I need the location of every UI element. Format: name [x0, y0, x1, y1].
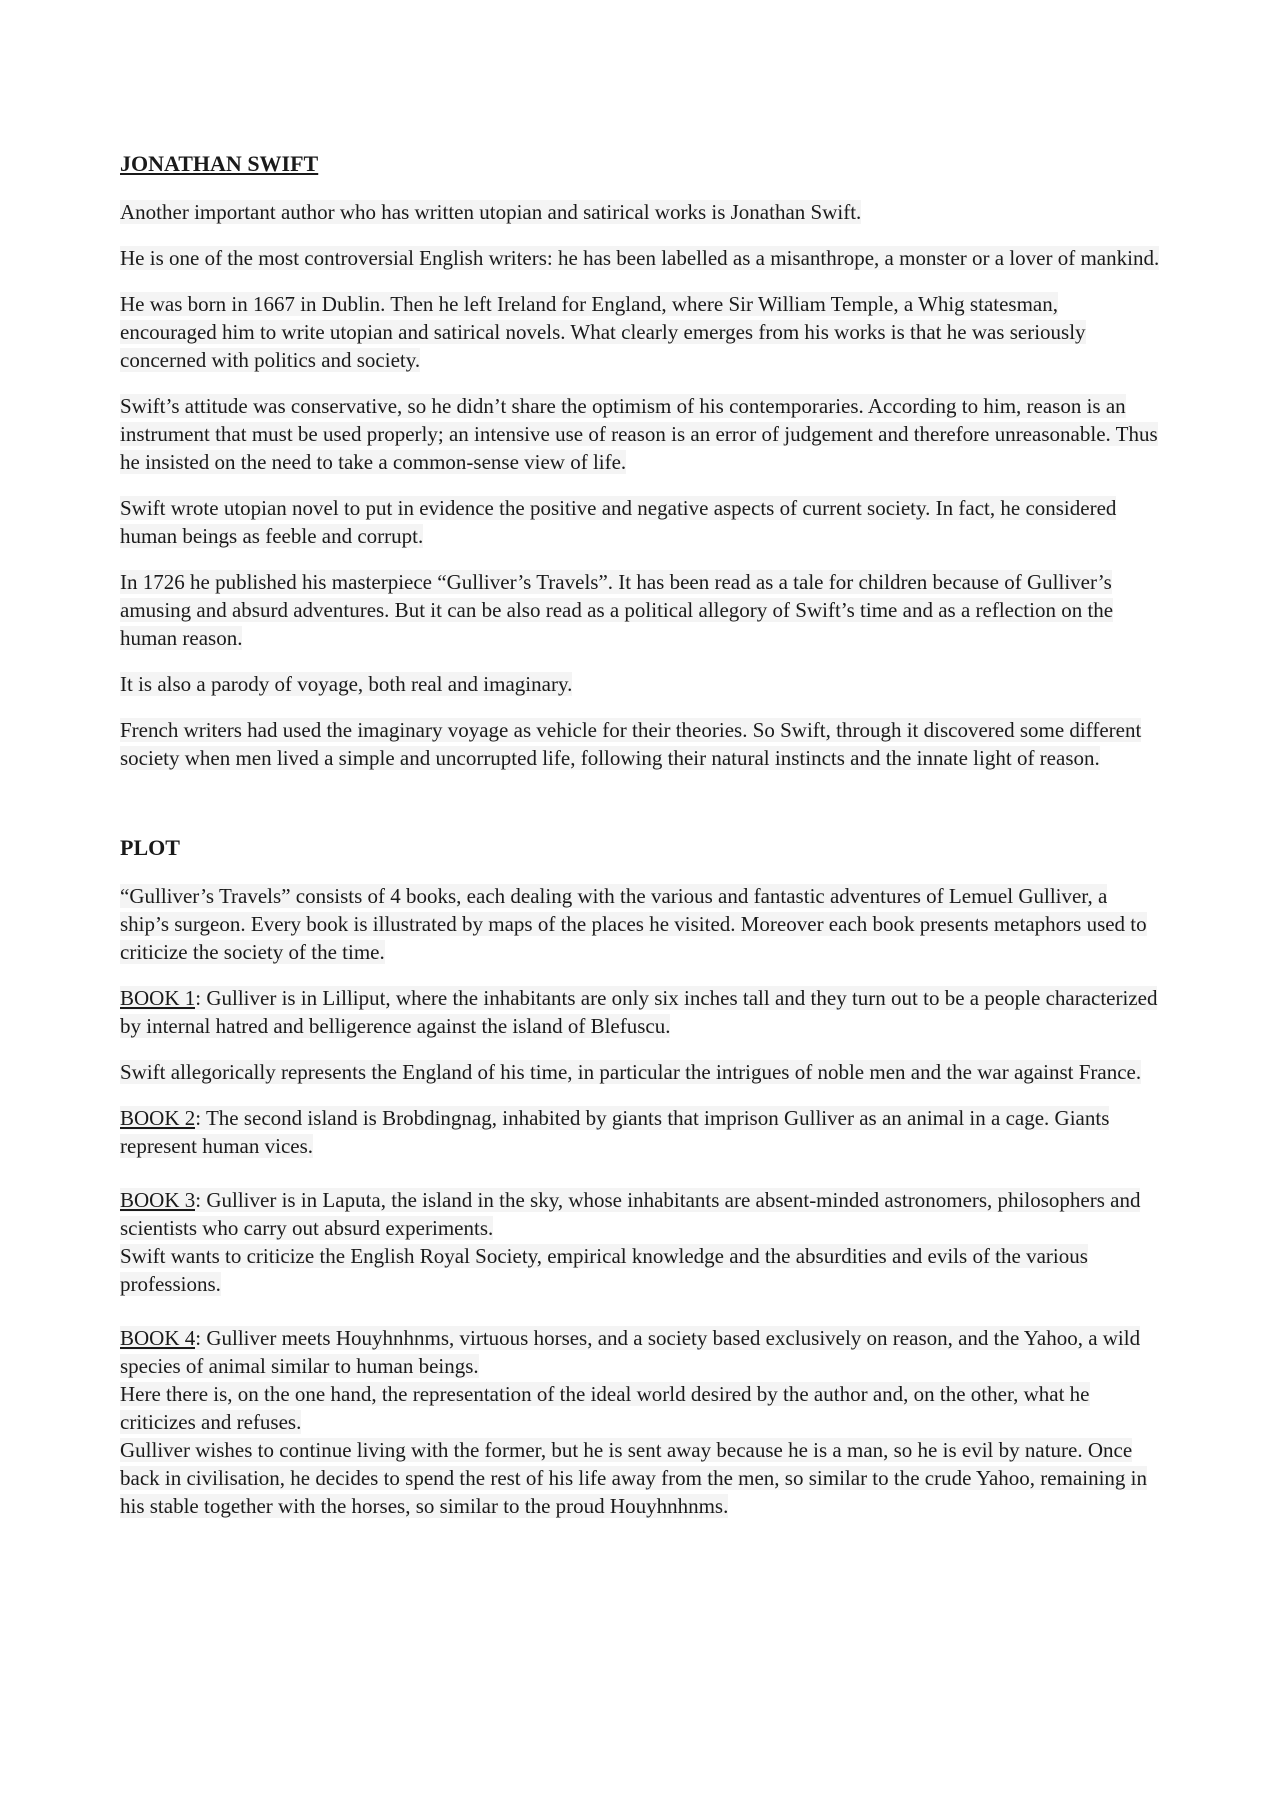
book-1-note: Swift allegorically represents the England of his time, in particular the intrigues of noble men and the war against France.: [120, 1060, 1142, 1084]
paragraph: He was born in 1667 in Dublin. Then he left Ireland for England, where Sir William Temple, a Whig statesman, encouraged him to write utopian and satirical novels. What clearly emerges from his works is that he was seriously concerned with politics and society.: [120, 292, 1086, 372]
paragraph: Swift wrote utopian novel to put in evidence the positive and negative aspects of current society. In fact, he considered human beings as feeble and corrupt.: [120, 496, 1117, 548]
paragraph: Another important author who has written utopian and satirical works is Jonathan Swift.: [120, 200, 862, 224]
book-3-label: BOOK 3: [120, 1188, 196, 1212]
book-4-note-2: Gulliver wishes to continue living with the former, but he is sent away because he is a man, so he is evil by nature. Once back in civilisation, he decides to spend the rest of his life away from the men, so similar to the crude Yahoo, remaining in his stable together with the horses, so similar to the proud Houyhnhnms.: [120, 1438, 1148, 1518]
book-4-label: BOOK 4: [120, 1326, 196, 1350]
document-body: [120, 150, 1160, 1520]
book-1-paragraph: BOOK 1: Gulliver is in Lilliput, where the inhabitants are only six inches tall and they turn out to be a people characterized by internal hatred and belligerence against the island of Blefuscu.: [120, 986, 1158, 1038]
paragraph: French writers had used the imaginary voyage as vehicle for their theories. So Swift, through it discovered some different society when men lived a simple and uncorrupted life, following their natural instincts and the innate light of reason.: [120, 718, 1142, 770]
paragraph: In 1726 he published his masterpiece “Gulliver’s Travels”. It has been read as a tale for children because of Gulliver’s amusing and absurd adventures. But it can be also read as a political allegory of Swift’s time and as a reflection on the human reason.: [120, 570, 1114, 650]
paragraph: Swift’s attitude was conservative, so he didn’t share the optimism of his contemporaries. According to him, reason is an instrument that must be used properly; an intensive use of reason is an error of judgement and therefore unreasonable. Thus he insisted on the need to take a common-sense view of life.: [120, 394, 1158, 474]
section-heading-swift: JONATHAN SWIFT: [120, 151, 319, 176]
book-4-paragraph: BOOK 4: Gulliver meets Houyhnhnms, virtuous horses, and a society based exclusively on reason, and the Yahoo, a wild species of animal similar to human beings.: [120, 1326, 1141, 1378]
section-heading-plot: PLOT: [120, 835, 180, 860]
plot-intro: “Gulliver’s Travels” consists of 4 books, each dealing with the various and fantastic adventures of Lemuel Gulliver, a ship’s surgeon. Every book is illustrated by maps of the places he visited. Moreover each book presents metaphors used to criticize the society of the time.: [120, 884, 1147, 964]
book-1-label: BOOK 1: [120, 986, 196, 1010]
book-2-label: BOOK 2: [120, 1106, 196, 1130]
book-3-note: Swift wants to criticize the English Royal Society, empirical knowledge and the absurdities and evils of the various professions.: [120, 1244, 1088, 1296]
book-4-note-1: Here there is, on the one hand, the representation of the ideal world desired by the author and, on the other, what he criticizes and refuses.: [120, 1382, 1090, 1434]
book-2-paragraph: BOOK 2: The second island is Brobdingnag, inhabited by giants that imprison Gulliver as an animal in a cage. Giants represent human vices.: [120, 1106, 1110, 1158]
paragraph: It is also a parody of voyage, both real and imaginary.: [120, 672, 573, 696]
book-3-paragraph: BOOK 3: Gulliver is in Laputa, the island in the sky, whose inhabitants are absent-minded astronomers, philosophers and scientists who carry out absurd experiments.: [120, 1188, 1141, 1240]
paragraph: He is one of the most controversial English writers: he has been labelled as a misanthrope, a monster or a lover of mankind.: [120, 246, 1160, 270]
